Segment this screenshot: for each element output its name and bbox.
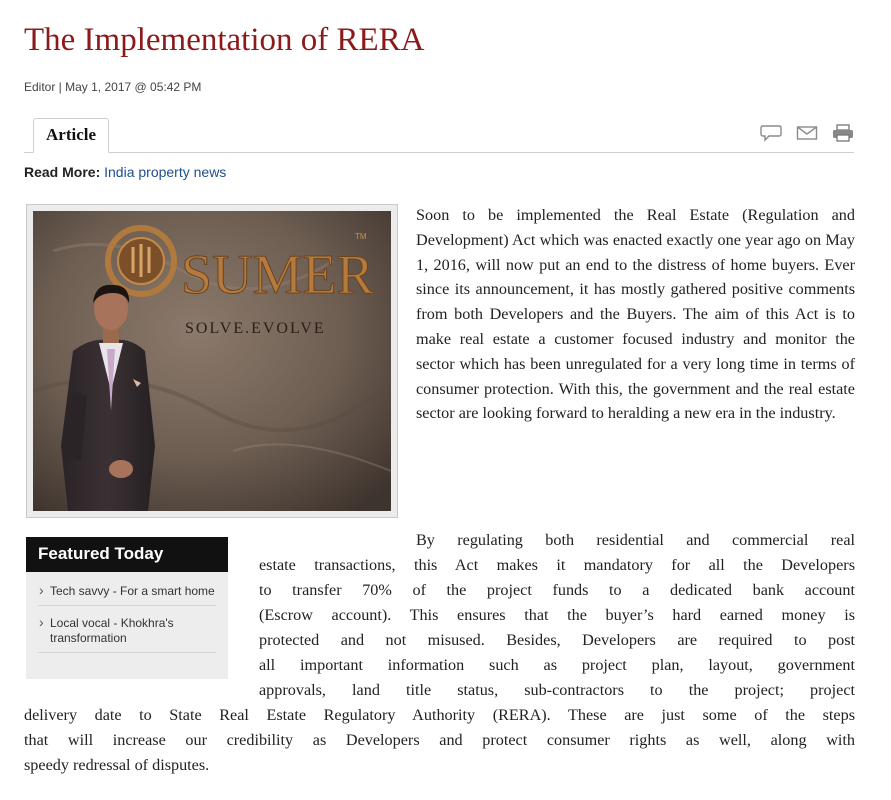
svg-text:TM: TM	[355, 232, 367, 241]
paragraph-line: that will increase our credibility as Developers and protect consumer rights as well, along with	[24, 731, 855, 749]
photo-tagline: SOLVE.EVOLVE	[185, 320, 326, 337]
comment-icon[interactable]	[760, 124, 782, 142]
article-photo	[26, 204, 398, 518]
paragraph-line: protected and not misused. Besides, Developers are required to post	[259, 631, 855, 649]
article-tab-bar	[24, 118, 854, 153]
article-byline: Editor | May 1, 2017 @ 05:42 PM	[24, 80, 202, 94]
email-icon[interactable]	[796, 124, 818, 142]
paragraph-line: (Escrow account). This ensures that the buyer’s hard earned money is	[259, 606, 855, 624]
article-paragraph: Soon to be implemented the Real Estate (Regulation and Development) Act which was enacted exactly one year ago on May 1, 2016, will now put an end to the distress of home buyers. Ever since its announcement, it has mostly gathered positive comments from both Developers and the Buyers. The aim of this Act is to make real estate a customer focused industry and monitor the sector which has been unregulated for a very long time in terms of consumer protection. With this, the government and the real estate sector are looking forward to heralding a new era in the industry.	[416, 206, 855, 423]
paragraph-line: speedy redressal of disputes.	[24, 756, 210, 774]
photo-sign-text: SUMER	[181, 244, 374, 306]
read-more	[24, 164, 226, 180]
read-more-label: Read More:	[24, 164, 101, 180]
featured-today-box	[26, 537, 228, 679]
paragraph-line: By regulating both residential and commercial real	[416, 531, 855, 549]
tab-article[interactable]: Article	[33, 118, 109, 153]
featured-today-heading: Featured Today	[26, 537, 228, 572]
article-title: The Implementation of RERA	[24, 22, 425, 58]
paragraph-line: delivery date to State Real Estate Regulatory Authority (RERA). These are just some of the steps	[24, 706, 855, 724]
paragraph-line: to transfer 70% of the project funds to a dedicated bank account	[259, 581, 855, 599]
featured-item[interactable]: › Local vocal - Khokhra's transformation	[38, 606, 216, 653]
featured-item[interactable]: › Tech savvy - For a smart home	[38, 572, 216, 606]
article-photo-image	[33, 211, 391, 511]
paragraph-line: all important information such as project plan, layout, government	[259, 656, 855, 674]
featured-list	[26, 572, 228, 653]
share-tools	[760, 124, 854, 142]
paragraph-line: estate transactions, this Act makes it mandatory for all the Developers	[259, 556, 855, 574]
read-more-link[interactable]: India property news	[104, 164, 227, 180]
print-icon[interactable]	[832, 124, 854, 142]
paragraph-line: approvals, land title status, sub-contractors to the project; project	[259, 681, 855, 699]
